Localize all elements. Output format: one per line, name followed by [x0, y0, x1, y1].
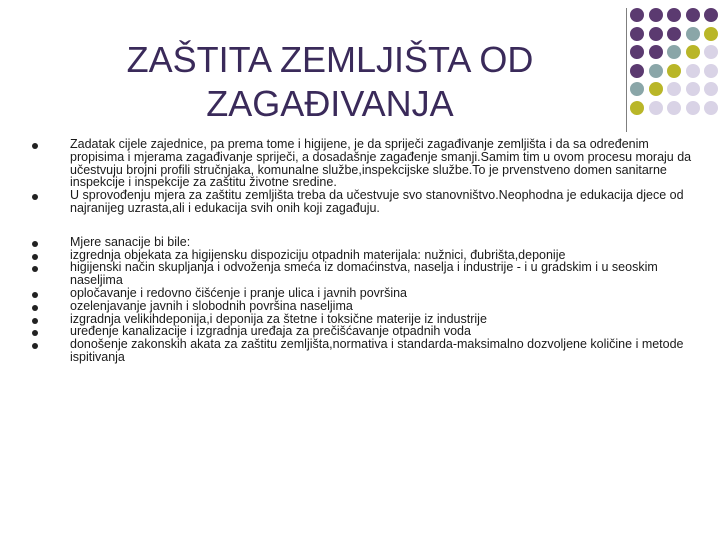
decorative-dot [704, 101, 718, 115]
decorative-dot [667, 64, 681, 78]
decorative-dot [686, 27, 700, 41]
title-line-2: ZAGAĐIVANJA [206, 83, 454, 125]
decorative-dot [686, 45, 700, 59]
bullet-item: U sprovođenju mjera za zaštitu zemljišta treba da učestvuje svo stanovništvo.Neophodna je edukacija djece od najranijeg uzrasta,ali i edukacija svih onih koji zagađuju. [30, 189, 700, 215]
decorative-dot [649, 64, 663, 78]
bullet-item: ozelenjavanje javnih i slobodnih površina naseljima [30, 300, 700, 313]
decorative-dot [667, 27, 681, 41]
decorative-dot [704, 27, 718, 41]
title-line-1: ZAŠTITA ZEMLJIŠTA OD [126, 39, 534, 81]
decorative-dot [649, 8, 663, 22]
bullet-item: uređenje kanalizacije i izgradnja uređaja za prečišćavanje otpadnih voda [30, 325, 700, 338]
bullet-item: Zadatak cijele zajednice, pa prema tome i higijene, je da spriječi zagađivanje zemljišta i da sa određenim propisima i mjerama zagađivanje spriječi, a dosadašnje zagađenje smanji.Samim tim u ovom procesu moraju da učestvuju brojni profili stručnjaka, komunalne službe,inspekcijske službe.To je prvenstveno domen sanitarne inspekcije i inspekcije za zaštitu životne sredine. [30, 138, 700, 189]
decorative-dot [630, 64, 644, 78]
decorative-dot [704, 64, 718, 78]
decorative-dot [630, 27, 644, 41]
decorative-dot [630, 101, 644, 115]
slide-title [40, 38, 620, 126]
slide-body [30, 138, 700, 364]
decorative-dot [686, 101, 700, 115]
bullet-item: Mjere sanacije bi bile: [30, 236, 700, 249]
decorative-dot [667, 8, 681, 22]
bullet-list-intro [30, 138, 700, 215]
bullet-item: higijenski način skupljanja i odvoženja smeća iz domaćinstva, naselja i industrije - i u gradskim i u seoskim naseljima [30, 261, 700, 287]
decorative-dot [667, 45, 681, 59]
decorative-dot [649, 101, 663, 115]
vertical-divider [626, 8, 627, 132]
decorative-dot [704, 82, 718, 96]
decorative-dot [686, 82, 700, 96]
decorative-dot-grid [630, 8, 720, 118]
decorative-dot [667, 101, 681, 115]
decorative-dot [649, 45, 663, 59]
bullet-item: izgrednja objekata za higijensku dispoziciju otpadnih materijala: nužnici, đubrišta,deponije [30, 249, 700, 262]
decorative-dot [630, 45, 644, 59]
decorative-dot [649, 27, 663, 41]
bullet-item: donošenje zakonskih akata za zaštitu zemljišta,normativa i standarda-maksimalno dozvoljene količine i metode ispitivanja [30, 338, 700, 364]
bullet-item: izgradnja velikihdeponija,i deponija za štetne i toksične materije iz industrije [30, 313, 700, 326]
decorative-dot [667, 82, 681, 96]
decorative-dot [649, 82, 663, 96]
decorative-dot [686, 8, 700, 22]
decorative-dot [630, 82, 644, 96]
decorative-dot [704, 45, 718, 59]
bullet-list-measures [30, 236, 700, 364]
bullet-item: opločavanje i redovno čišćenje i pranje ulica i javnih površina [30, 287, 700, 300]
decorative-dot [704, 8, 718, 22]
decorative-dot [686, 64, 700, 78]
decorative-dot [630, 8, 644, 22]
